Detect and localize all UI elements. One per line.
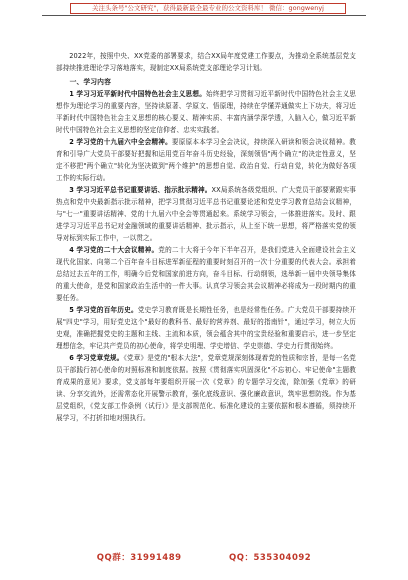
item-heading: 2 学习党的十九届六中全会精神。 [69, 138, 172, 146]
document-body [56, 50, 356, 424]
item-paragraph [56, 184, 356, 244]
item-heading: 3 学习习近平总书记重要讲话、指示批示精神。 [69, 186, 212, 194]
section-heading: 一、学习内容 [69, 78, 111, 86]
item-paragraph [56, 352, 356, 424]
item-body: 始终把学习贯彻习近平新时代中国特色社会主义思想作为理论学习的重要内容，坚持读原著、学原文、悟原理，持续在学懂弄通做实上下功夫，将习近平新时代中国特色社会主义思想的核心要义、精神实质、丰富内涵学深学透，入脑入心，做习近平新时代中国特色社会主义思想的坚定信仰者、忠实实践者。 [56, 90, 356, 134]
promo-banner: 关注头条号"公文研究"，获得最新最全最专业的公文资料库！ 微信：gongwenyj [70, 3, 346, 14]
item-body: 要原原本本学习全会决议，持续深入研读和领会决议精神。教育和引导广大党员干部要好把握和运用党百年奋斗历史经验，深刻领悟"两个确立"的决定性意义，坚定不移把"两个确立"转化为坚决做到"两个维护"的思想自觉、政治自觉、行动自觉，转化为做好各项工作的实际行动。 [56, 138, 357, 182]
item-heading: 1 学习习近平新时代中国特色社会主义思想。 [69, 90, 207, 98]
item-body: 党史学习教育既是长期性任务，也是经常性任务。广大党员干部要持续开展"四史"学习，用好党史这个"最好的教科书、最好的营养剂、最好的指南针"，通过学习，树立大历史观，准确把握党史的主题和主线、主流和本质，领会蕴含其中的宝贵经验和重要启示，进一步坚定理想信念，牢记共产党员的初心使命，将学史明理、学史增信、学史崇德、学史力行贯彻始终。 [56, 306, 357, 350]
item-paragraph [56, 304, 356, 352]
item-paragraph [56, 244, 356, 304]
intro-paragraph: 2022年，按照中央、XX党委的部署要求，结合XX局年度党建工作要点，为推动全系统基层党支部持续推进理论学习落地落实，现制定XX局系统党支部理论学习计划。 [56, 52, 356, 72]
item-body: 《党章》是党的"根本大法"，党章党规深刻体现着党的性质和宗旨，是每一名党员干部践行初心使命的对照标准和制度依据。按照《贯彻落实巩固深化"不忘初心、牢记使命"主题教育成果的意见》要求，党支部每年要组织开展一次《党章》的专题学习交流，除加强《党章》的研读、分享交流外，还需常态化开展警示教育，强化底线意识、强化廉政意识，筑牢思想防线。作为基层党组织，《党支部工作条例（试行）》是支部规范化、标准化建设的主要依据和根本遵循，须持续开展学习，不打折扣地对照执行。 [56, 354, 356, 422]
item-heading: 4 学习党的二十大会议精神。 [69, 246, 159, 254]
item-paragraph [56, 136, 356, 184]
header-rule [42, 15, 366, 16]
item-body: 党的二十大将于今年下半年召开，是我们党进入全面建设社会主义现代化国家、向第二个百年奋斗目标进军新征程的重要时刻召开的一次十分重要的代表大会。承担着总结过去五年的工作，明确今后党和国家前进方向，奋斗目标、行动纲领，选举新一届中央领导集体的重大使命，是党和国家政治生活中的一件大事。认真学习领会其会议精神必将成为一段时期内的重要任务。 [56, 246, 356, 302]
item-heading: 5 学习党的百年历史。 [69, 306, 138, 314]
item-paragraph [56, 88, 356, 136]
item-heading: 6 学习党章党规。 [69, 354, 124, 362]
footer-qq-group: QQ群：31991489 [96, 553, 182, 563]
footer-contact [0, 551, 408, 563]
item-body: XX局系统各级党组织、广大党员干部要紧跟实事热点和党中央最新指示批示精神，把学习贯彻习近平总书记重要论述和党史学习教育总结会议精神，与"七一"重要讲话精神、党的十九届六中全会等贯通起来。系统学习领会，一体推进落实。及时、跟进学习习近平总书记对金融领域的重要讲话精神、批示指示，从上至下统一思想，将严格落实党的领导对标到实际工作中，一以贯之。 [56, 186, 356, 242]
footer-qq: QQ：535304092 [229, 553, 312, 563]
